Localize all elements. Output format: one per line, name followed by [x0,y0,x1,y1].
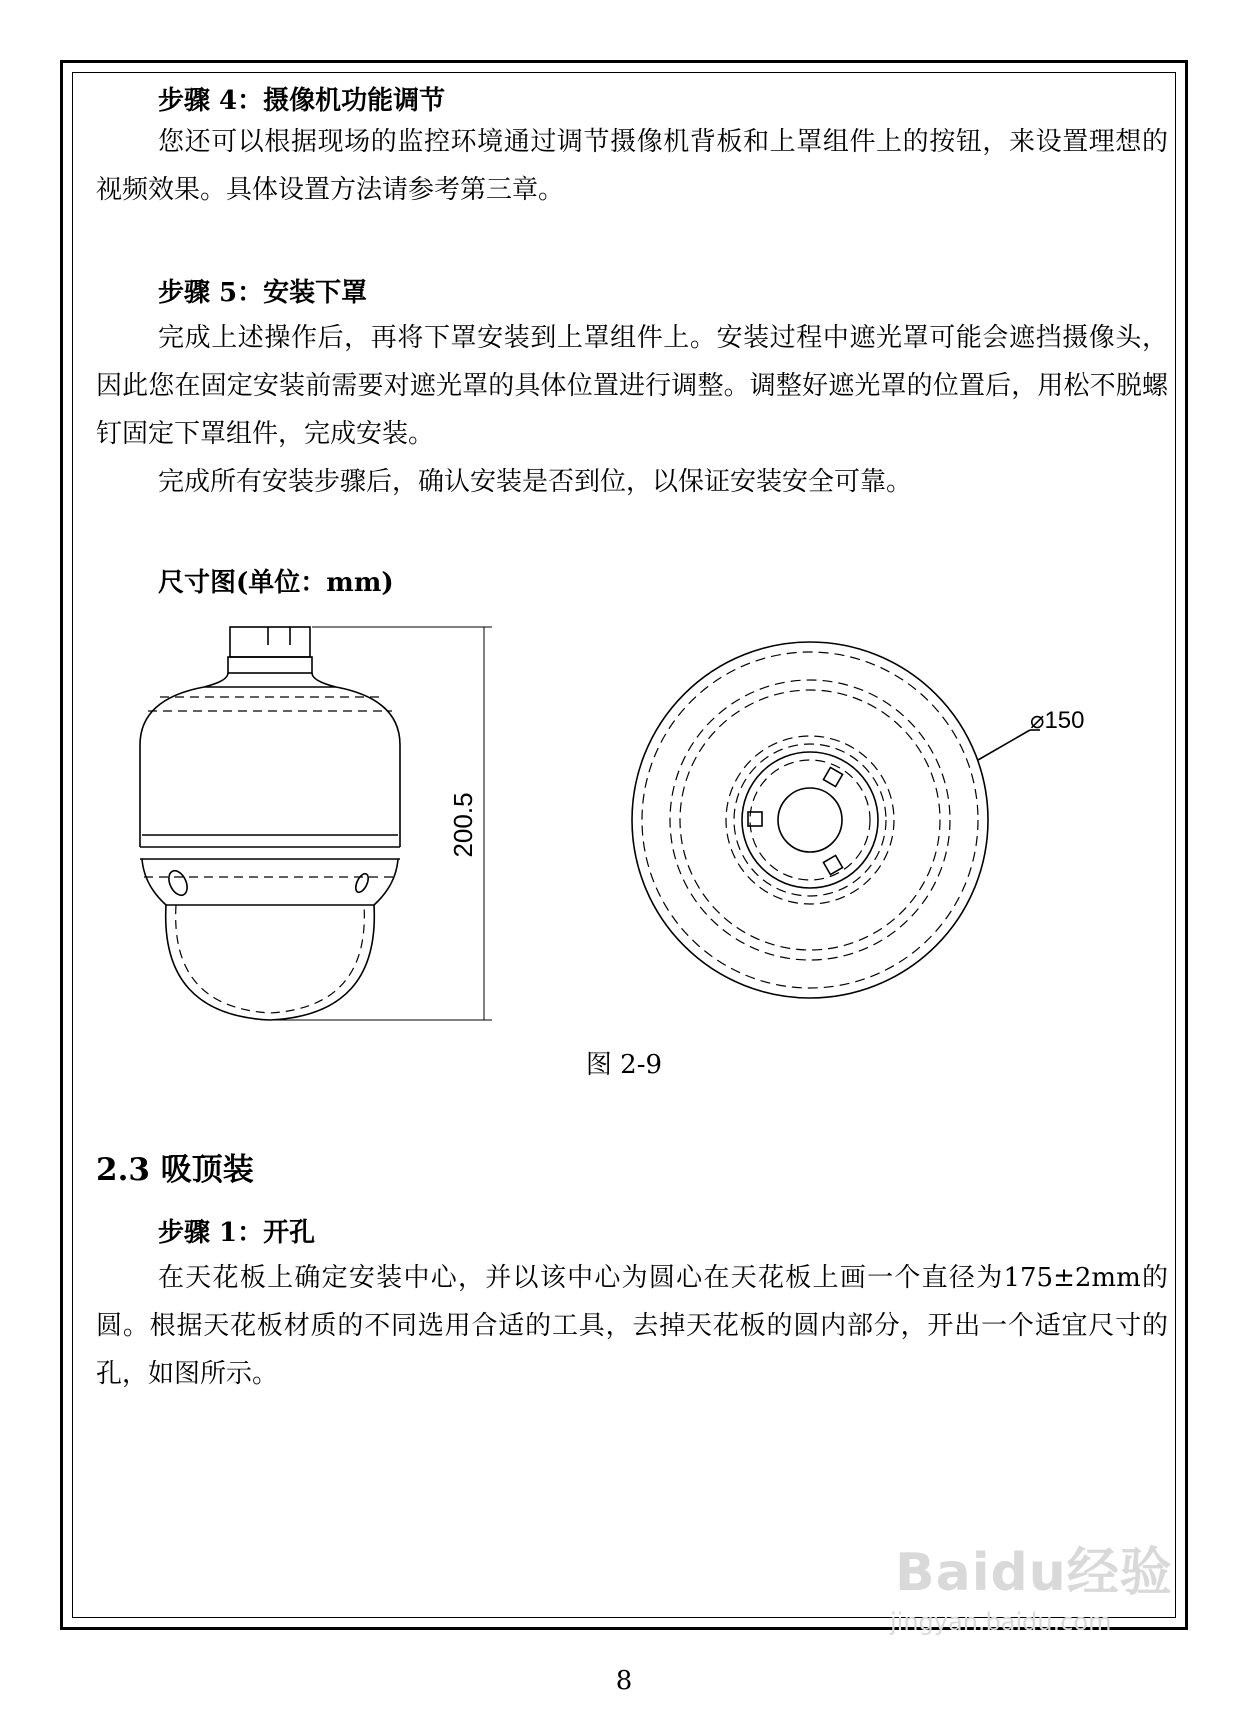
step4-title: 步骤 4：摄像机功能调节 [158,86,446,116]
diameter-dimension-label: ⌀150 [1030,707,1085,734]
camera-side-view [120,615,560,1035]
baidu-watermark-logo: Baidu经验 [895,1543,1173,1603]
step5-title: 步骤 5：安装下罩 [158,278,368,308]
page-number: 8 [615,1666,633,1696]
step4-paragraph: 您还可以根据现场的监控环境通过调节摄像机背板和上罩组件上的按钮，来设置理想的视频效果。具体设置方法请参考第三章。 [96,127,1168,205]
section-heading: 2.3 吸顶装 [96,1152,254,1188]
camera-top-view [600,620,1120,1040]
baidu-watermark-url: jingyan.baidu.com [890,1608,1112,1636]
step5-paragraph-2: 完成所有安装步骤后，确认安装是否到位，以保证安装安全可靠。 [158,467,913,497]
height-dimension-label: 200.5 [448,792,478,858]
step1-paragraph: 在天花板上确定安装中心，并以该中心为圆心在天花板上画一个直径为175±2mm的圆。根据天花板材质的不同选用合适的工具，去掉天花板的圆内部分，开出一个适宜尺寸的孔，如图所示。 [96,1263,1168,1389]
figure-caption: 图 2-9 [585,1050,663,1080]
figure-heading: 尺寸图(单位：mm) [158,568,394,598]
step1-title: 步骤 1：开孔 [158,1218,316,1248]
step5-paragraph-1: 完成上述操作后，再将下罩安装到上罩组件上。安装过程中遮光罩可能会遮挡摄像头，因此您在固定安装前需要对遮光罩的具体位置进行调整。调整好遮光罩的位置后，用松不脱螺钉固定下罩组件，完成安装。 [96,323,1168,449]
